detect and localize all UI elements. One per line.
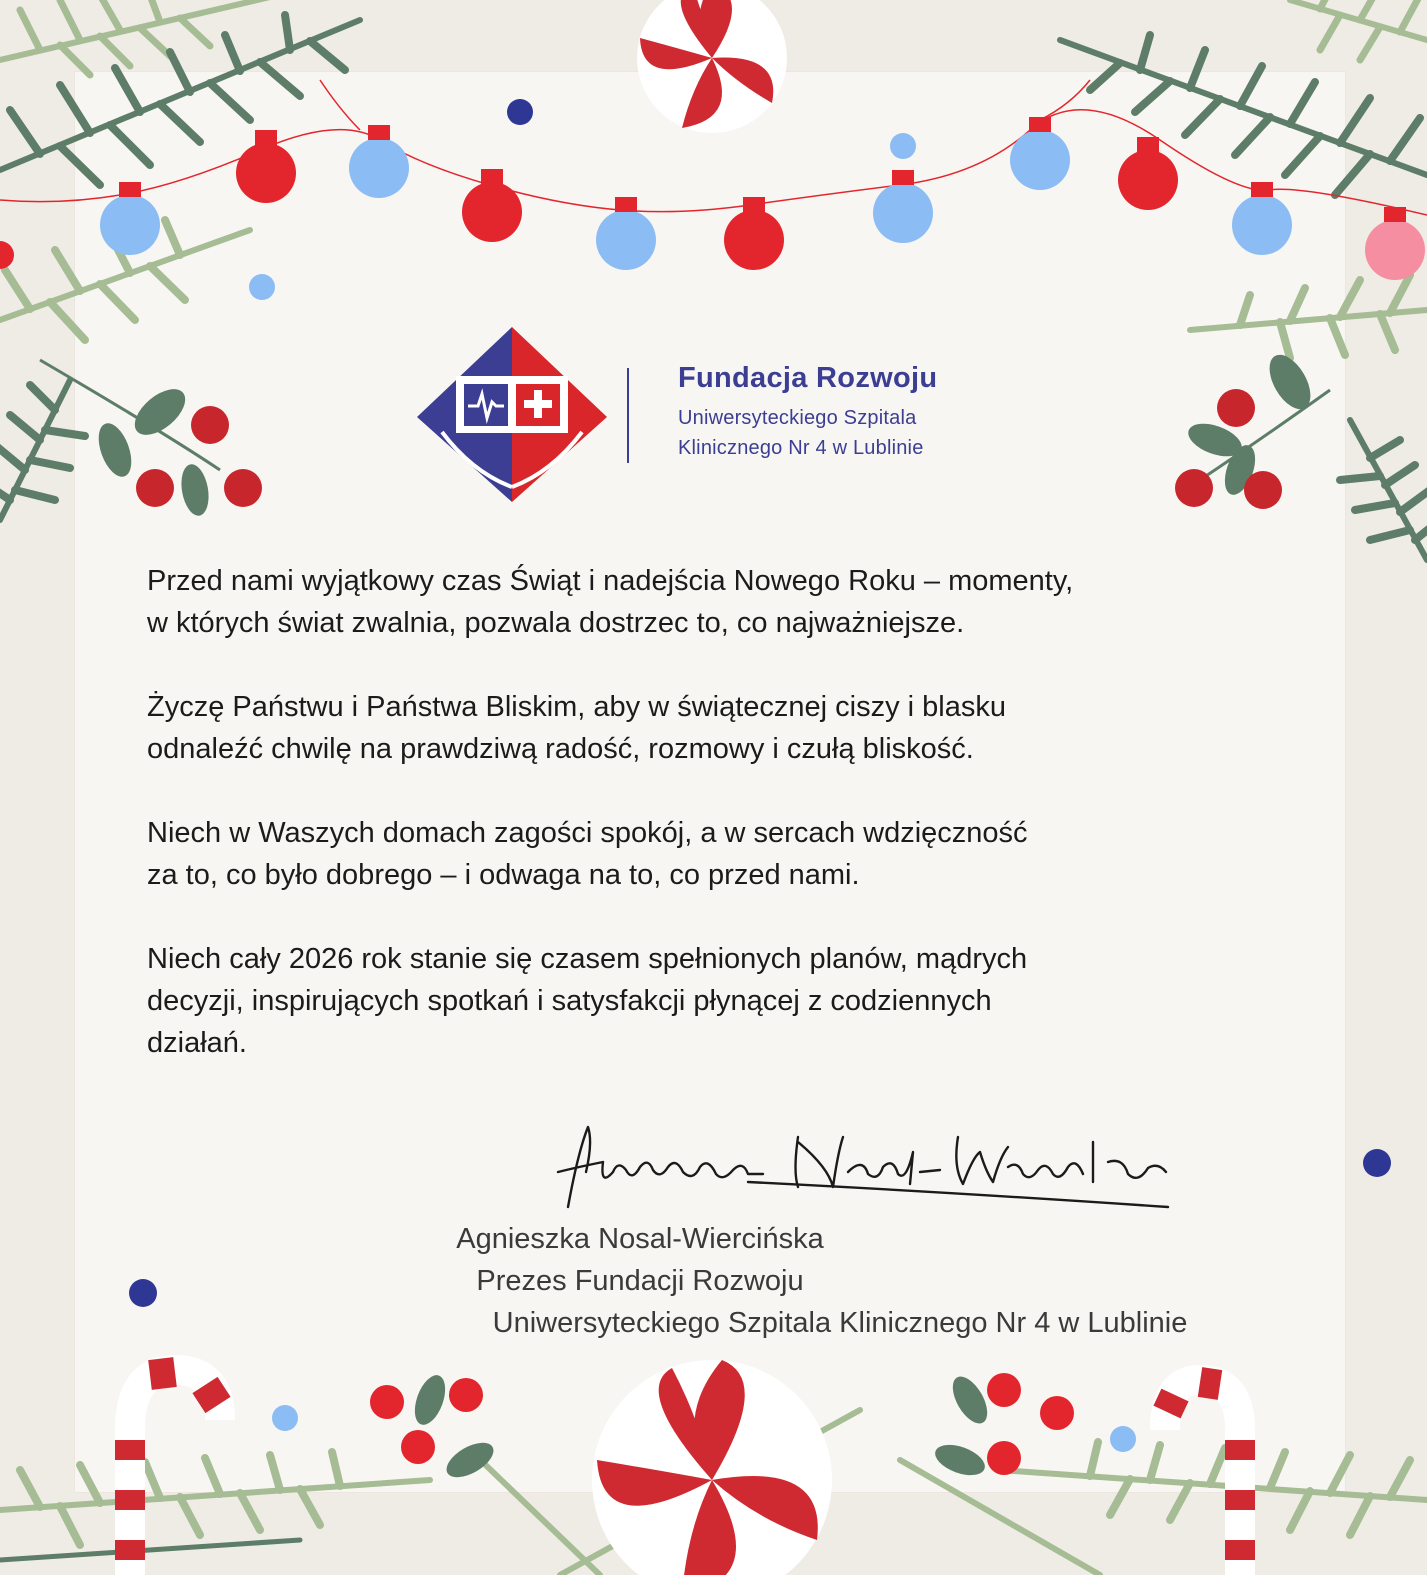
letter-body — [147, 560, 1267, 1106]
organization-subname: Uniwersyteckiego Szpitala — [678, 407, 917, 429]
signature-block — [425, 1218, 855, 1260]
signatory-name: Agnieszka Nosal-Wiercińska — [456, 1223, 824, 1255]
organization-subname: Klinicznego Nr 4 w Lublinie — [678, 437, 924, 459]
organization-name: Fundacja Rozwoju — [678, 362, 938, 394]
letter-line: Życzę Państwu i Państwa Bliskim, aby w świątecznej ciszy i blasku — [147, 691, 1007, 723]
peppermint-candy-icon — [637, 0, 787, 133]
holly-berries-icon — [931, 1371, 1074, 1481]
letter-line: działań. — [147, 1027, 247, 1059]
letter-line: Niech w Waszych domach zagości spokój, a w sercach wdzięczność — [147, 817, 1028, 849]
letter-paragraph — [147, 812, 1267, 896]
peppermint-candy-icon — [592, 1360, 832, 1575]
letter-line: decyzji, inspirujących spotkań i satysfakcji płynącej z codziennych — [147, 985, 992, 1017]
foundation-logo-icon — [412, 322, 612, 507]
signature-block — [420, 1302, 1260, 1344]
handwritten-signature — [548, 1112, 1178, 1217]
signatory-title: Prezes Fundacji Rozwoju — [476, 1265, 804, 1297]
pine-branch-icon — [0, 0, 360, 520]
letter-line: za to, co było dobrego – i odwaga na to, co przed nami. — [147, 859, 860, 891]
letter-paragraph — [147, 686, 1267, 770]
signatory-institution: Uniwersyteckiego Szpitala Klinicznego Nr 4 w Lublinie — [492, 1307, 1188, 1339]
signature-block — [425, 1260, 855, 1302]
letter-paragraph — [147, 560, 1267, 644]
letter-line: w których świat zwalnia, pozwala dostrzec to, co najważniejsze. — [147, 607, 965, 639]
logo-divider — [627, 368, 629, 463]
letter-line: Niech cały 2026 rok stanie się czasem spełnionych planów, mądrych — [147, 943, 1028, 975]
letter-line: odnaleźć chwilę na prawdziwą radość, rozmowy i czułą bliskość. — [147, 733, 974, 765]
holly-berries-icon — [1175, 348, 1330, 509]
letter-line: Przed nami wyjątkowy czas Świąt i nadejścia Nowego Roku – momenty, — [147, 565, 1074, 597]
letter-paragraph — [147, 938, 1267, 1064]
holly-berries-icon — [370, 1371, 499, 1484]
holly-berries-icon — [40, 360, 262, 518]
